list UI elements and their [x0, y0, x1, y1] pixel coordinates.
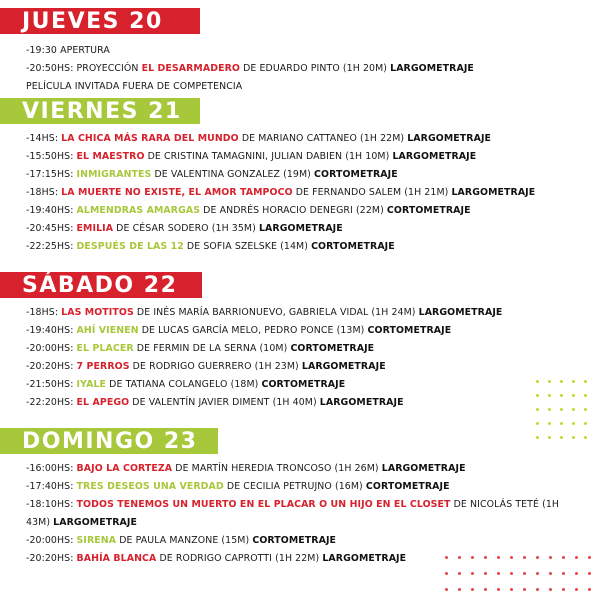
event-row: -20:20HS: BAHÍA BLANCA DE RODRIGO CAPROTTI (1H 22M) LARGOMETRAJE	[26, 553, 407, 564]
decorative-dot	[560, 422, 563, 425]
day-banner-viernes	[0, 98, 200, 124]
decorative-dot	[458, 588, 461, 591]
decorative-dot	[523, 556, 526, 559]
film-category: CORTOMETRAJE	[365, 481, 450, 492]
decorative-dot	[575, 588, 578, 591]
decorative-dot	[584, 422, 587, 425]
film-title: EMILIA	[76, 223, 114, 234]
film-title: ALMENDRAS AMARGAS	[76, 205, 201, 216]
film-title: EL PLACER	[76, 343, 134, 354]
film-category: LARGOMETRAJE	[53, 517, 137, 528]
event-row: -19:40HS: ALMENDRAS AMARGAS DE ANDRÉS HORACIO DENEGRI (22M) CORTOMETRAJE	[26, 205, 471, 216]
film-category: CORTOMETRAJE	[386, 205, 471, 216]
decorative-dot	[548, 380, 551, 383]
film-title: 7 PERROS	[76, 361, 130, 372]
decorative-dot	[497, 588, 500, 591]
decorative-dot	[572, 436, 575, 439]
decorative-dot	[572, 380, 575, 383]
film-title: BAHÍA BLANCA	[76, 553, 157, 564]
event-row: -17:15HS: INMIGRANTES DE VALENTINA GONZALEZ (19M) CORTOMETRAJE	[26, 169, 398, 180]
film-title: INMIGRANTES	[76, 169, 152, 180]
event-row: -22:25HS: DESPUÉS DE LAS 12 DE SOFIA SZELSKE (14M) CORTOMETRAJE	[26, 241, 395, 252]
film-title: AHÍ VIENEN	[76, 325, 139, 336]
day-banner-sabado	[0, 272, 202, 298]
decorative-dot	[584, 380, 587, 383]
decorative-dot	[536, 394, 539, 397]
film-category: CORTOMETRAJE	[252, 535, 337, 546]
decorative-dot	[588, 556, 591, 559]
decorative-dot	[471, 588, 474, 591]
day-title: JUEVES 20	[22, 8, 163, 34]
event-list-domingo	[26, 460, 594, 568]
decorative-dot	[484, 572, 487, 575]
film-category: LARGOMETRAJE	[451, 187, 536, 198]
decorative-dot	[536, 422, 539, 425]
decorative-dot	[560, 394, 563, 397]
decorative-dot	[445, 556, 448, 559]
decorative-dot	[523, 588, 526, 591]
decorative-dot	[536, 556, 539, 559]
decorative-dot	[536, 436, 539, 439]
film-category: LARGOMETRAJE	[322, 553, 407, 564]
decorative-dots-green	[536, 380, 587, 439]
film-category: CORTOMETRAJE	[311, 241, 395, 252]
film-category: LARGOMETRAJE	[381, 463, 466, 474]
film-category: LARGOMETRAJE	[301, 361, 386, 372]
day-title: VIERNES 21	[22, 98, 182, 124]
decorative-dot	[560, 380, 563, 383]
decorative-dot	[575, 572, 578, 575]
decorative-dot	[484, 588, 487, 591]
event-row: -17:40HS: TRES DESEOS UNA VERDAD DE CECILIA PETRUJNO (16M) CORTOMETRAJE	[26, 481, 450, 492]
decorative-dot	[549, 572, 552, 575]
decorative-dot	[523, 572, 526, 575]
day-title: DOMINGO 23	[22, 428, 198, 454]
decorative-dot	[510, 588, 513, 591]
film-title: LA MUERTE NO EXISTE, EL AMOR TAMPOCO	[61, 187, 293, 198]
event-row: -18HS: LA MUERTE NO EXISTE, EL AMOR TAMPOCO DE FERNANDO SALEM (1H 21M) LARGOMETRAJE	[26, 187, 536, 198]
decorative-dot	[497, 572, 500, 575]
event-row: -21:50HS: IYALE DE TATIANA COLANGELO (18M) CORTOMETRAJE	[26, 379, 346, 390]
day-banner-domingo	[0, 428, 218, 454]
film-category: LARGOMETRAJE	[319, 397, 404, 408]
event-row: -16:00HS: BAJO LA CORTEZA DE MARTÍN HEREDIA TRONCOSO (1H 26M) LARGOMETRAJE	[26, 463, 466, 474]
day-title: SÁBADO 22	[22, 272, 178, 298]
film-title: IYALE	[76, 379, 107, 390]
decorative-dot	[562, 556, 565, 559]
decorative-dot	[548, 408, 551, 411]
film-title: TRES DESEOS UNA VERDAD	[76, 481, 224, 492]
film-title: EL MAESTRO	[76, 151, 145, 162]
event-row: -22:20HS: EL APEGO DE VALENTÍN JAVIER DIMENT (1H 40M) LARGOMETRAJE	[26, 397, 404, 408]
film-category: LARGOMETRAJE	[258, 223, 343, 234]
film-title: TODOS TENEMOS UN MUERTO EN EL PLACAR O UN HIJO EN EL CLOSET	[76, 499, 451, 510]
film-title: EL APEGO	[76, 397, 130, 408]
film-title: LAS MOTITOS	[61, 307, 134, 318]
film-category: LARGOMETRAJE	[407, 133, 492, 144]
decorative-dot	[560, 436, 563, 439]
decorative-dot	[510, 572, 513, 575]
event-row: -19:30 APERTURA	[26, 45, 110, 56]
decorative-dot	[536, 380, 539, 383]
decorative-dot	[548, 422, 551, 425]
event-row: -18HS: LAS MOTITOS DE INÉS MARÍA BARRIONUEVO, GABRIELA VIDAL (1H 24M) LARGOMETRAJE	[26, 307, 503, 318]
decorative-dot	[471, 572, 474, 575]
decorative-dot	[584, 408, 587, 411]
decorative-dot	[549, 588, 552, 591]
decorative-dot	[548, 436, 551, 439]
decorative-dot	[445, 588, 448, 591]
event-row: -20:45HS: EMILIA DE CÉSAR SODERO (1H 35M) LARGOMETRAJE	[26, 223, 343, 234]
event-list-jueves	[26, 42, 594, 96]
film-title: DESPUÉS DE LAS 12	[76, 241, 184, 252]
decorative-dot	[575, 556, 578, 559]
decorative-dot	[458, 572, 461, 575]
film-category: LARGOMETRAJE	[392, 151, 477, 162]
decorative-dot	[572, 408, 575, 411]
decorative-dot	[536, 408, 539, 411]
decorative-dot	[484, 556, 487, 559]
decorative-dot	[549, 556, 552, 559]
decorative-dot	[572, 422, 575, 425]
decorative-dot	[588, 572, 591, 575]
decorative-dot	[458, 556, 461, 559]
film-category: CORTOMETRAJE	[290, 343, 375, 354]
event-row: -20:00HS: EL PLACER DE FERMIN DE LA SERNA (10M) CORTOMETRAJE	[26, 343, 375, 354]
day-banner-jueves	[0, 8, 200, 34]
decorative-dot	[588, 588, 591, 591]
event-row: -20:50HS: PROYECCIÓN EL DESARMADERO DE EDUARDO PINTO (1H 20M) LARGOMETRAJE	[26, 63, 474, 74]
event-row: -18:10HS: TODOS TENEMOS UN MUERTO EN EL PLACAR O UN HIJO EN EL CLOSET DE NICOLÁS TETÉ (1H 43M) LARGOMETRAJE	[26, 499, 560, 528]
decorative-dot	[562, 572, 565, 575]
event-row: -20:20HS: 7 PERROS DE RODRIGO GUERRERO (1H 23M) LARGOMETRAJE	[26, 361, 386, 372]
decorative-dot	[536, 572, 539, 575]
film-category: CORTOMETRAJE	[314, 169, 398, 180]
film-title: SIRENA	[76, 535, 117, 546]
decorative-dots-red	[445, 556, 591, 591]
film-category: LARGOMETRAJE	[418, 307, 503, 318]
film-title: LA CHICA MÁS RARA DEL MUNDO	[61, 133, 239, 144]
event-list-viernes	[26, 130, 594, 256]
film-title: BAJO LA CORTEZA	[76, 463, 173, 474]
film-category: CORTOMETRAJE	[261, 379, 346, 390]
film-category: LARGOMETRAJE	[390, 63, 474, 74]
event-note: PELÍCULA INVITADA FUERA DE COMPETENCIA	[26, 81, 243, 92]
event-row: -19:40HS: AHÍ VIENEN DE LUCAS GARCÍA MELO, PEDRO PONCE (13M) CORTOMETRAJE	[26, 325, 452, 336]
decorative-dot	[584, 436, 587, 439]
event-list-sabado	[26, 304, 594, 412]
event-row: -20:00HS: SIRENA DE PAULA MANZONE (15M) CORTOMETRAJE	[26, 535, 337, 546]
decorative-dot	[497, 556, 500, 559]
decorative-dot	[560, 408, 563, 411]
decorative-dot	[572, 394, 575, 397]
decorative-dot	[562, 588, 565, 591]
decorative-dot	[584, 394, 587, 397]
decorative-dot	[445, 572, 448, 575]
film-category: CORTOMETRAJE	[367, 325, 452, 336]
decorative-dot	[536, 588, 539, 591]
film-title: EL DESARMADERO	[141, 63, 240, 74]
decorative-dot	[548, 394, 551, 397]
event-row: -14HS: LA CHICA MÁS RARA DEL MUNDO DE MARIANO CATTANEO (1H 22M) LARGOMETRAJE	[26, 133, 492, 144]
decorative-dot	[471, 556, 474, 559]
decorative-dot	[510, 556, 513, 559]
event-row: -15:50HS: EL MAESTRO DE CRISTINA TAMAGNINI, JULIAN DABIEN (1H 10M) LARGOMETRAJE	[26, 151, 477, 162]
